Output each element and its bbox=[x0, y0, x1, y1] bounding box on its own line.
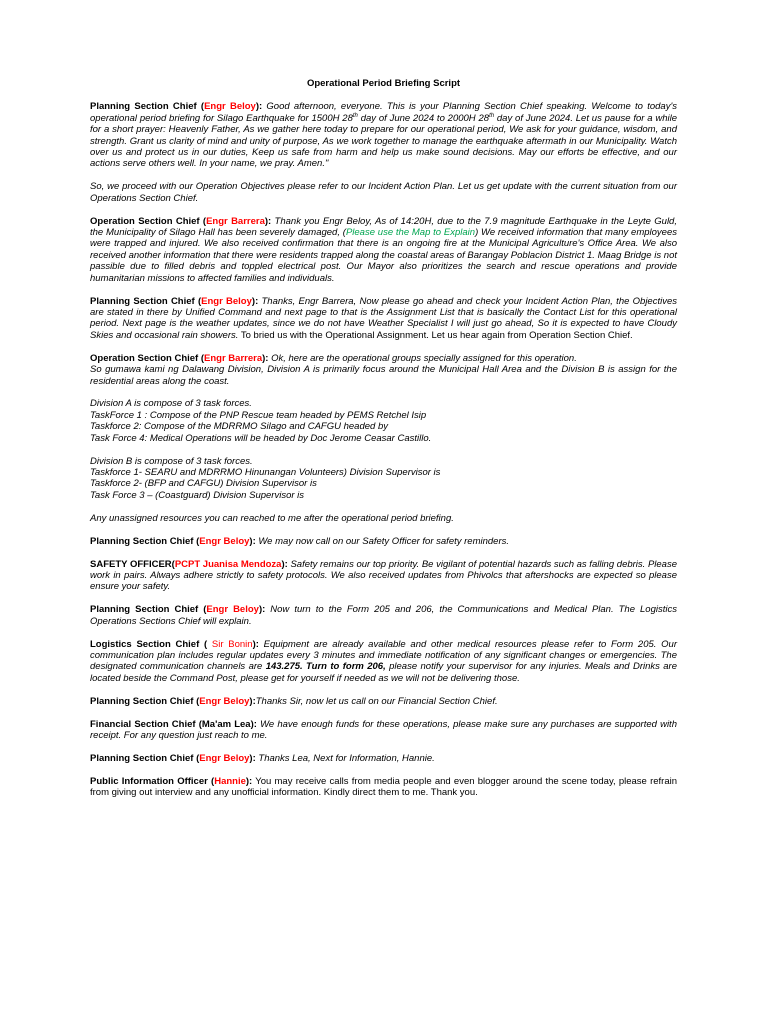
speech-text: Thanks Lea, Next for Information, Hannie. bbox=[255, 752, 435, 764]
division-a-list bbox=[90, 398, 677, 444]
speaker-close: ): bbox=[251, 295, 259, 307]
list-item: Task Force 3 – (Coastguard) Division Supervisor is bbox=[90, 489, 305, 501]
paragraph-finance bbox=[90, 719, 677, 742]
list-item: Taskforce 2- (BFP and CAFGU) Division Supervisor is bbox=[90, 478, 317, 490]
speaker-name: Engr Beloy bbox=[199, 535, 250, 547]
speech-text: Thanks Sir, now let us call on our Financial Section Chief. bbox=[255, 695, 498, 707]
paragraph-safety-officer bbox=[90, 559, 677, 593]
speaker-role: Planning Section Chief ( bbox=[90, 101, 205, 113]
paragraph-logistics bbox=[90, 639, 677, 685]
paragraph-unassigned: Any unassigned resources you can reached to me after the operational period briefing. bbox=[90, 512, 454, 524]
speaker-close: ): bbox=[258, 604, 266, 616]
stage-direction: Please use the Map to Explain bbox=[345, 227, 476, 239]
speaker-name: Engr Beloy bbox=[201, 295, 252, 307]
speech-text: We have enough funds for these operations, please make sure any purchases are supported with receipt. For any question just reach to me. bbox=[90, 718, 677, 741]
speaker-name: Engr Barrera bbox=[204, 352, 263, 364]
speech-text-divisions: So gumawa kami ng Dalawang Division, Division A is primarily focus around the Municipal Hall Area and the Division B is assign for the residential areas along the coast. bbox=[90, 364, 677, 387]
paragraph-public-info bbox=[90, 776, 677, 799]
speaker-close: ): bbox=[252, 638, 259, 650]
paragraph-planning-iap bbox=[90, 296, 677, 342]
speaker-close: ): bbox=[262, 352, 269, 364]
speech-text: Equipment are already available and other medical resources please refer to Form 205. Our communication plan includes regular updates every 3 minutes and immediate notification of any significant changes or emergencies. The designated communication channels are bbox=[90, 638, 677, 673]
speaker-name: Engr Beloy bbox=[199, 752, 250, 764]
speech-text: please notify your supervisor for any injuries. Meals and Drinks are located beside the Command Post, please get for yourself if needed as we will not be delivering those. bbox=[90, 661, 677, 684]
speech-text: We may now call on our Safety Officer for safety reminders. bbox=[255, 535, 510, 547]
paragraph-planning-safety-call bbox=[90, 536, 677, 547]
channel-emphasis: 143.275. Turn to form 206, bbox=[265, 661, 386, 673]
speech-text: Good afternoon, everyone. This is your Planning Section Chief speaking. Welcome to today's operational period briefing for Silago Earthquake for 1500H 28 bbox=[90, 101, 678, 124]
speaker-role: Planning Section Chief ( bbox=[90, 752, 200, 764]
speech-text: day of June 2024 to 2000H 28 bbox=[357, 112, 490, 124]
speech-text: day of June 2024. Let us pause for a while for a short prayer: Heavenly Father, As we gather here today to prepare for our operational period, We ask for your guidance, wisdom, and strength. Grant us clarity of mind and unity of purpose, As we work together to manage the earthquake aftermath in our Municipality. Watch over us and protect us in our duties, Keep us safe from harm and help us make sound decisions. May our efforts be effective, and our actions serve others well. In your name, we pray. Amen." bbox=[90, 112, 678, 170]
speaker-name: Engr Beloy bbox=[199, 695, 250, 707]
speaker-role: Planning Section Chief ( bbox=[90, 604, 207, 616]
speaker-role: Operation Section Chief ( bbox=[90, 215, 207, 227]
paragraph-planning-forms bbox=[90, 604, 677, 627]
paragraph-planning-info-call bbox=[90, 753, 677, 764]
document-title: Operational Period Briefing Script bbox=[306, 78, 461, 89]
ordinal-suffix: th bbox=[352, 112, 358, 119]
list-item: Taskforce 2: Compose of the MDRRMO Silago and CAFGU headed by bbox=[90, 421, 388, 433]
speaker-role: Public Information Officer ( bbox=[90, 775, 215, 787]
list-item: Division A is compose of 3 task forces. bbox=[90, 398, 252, 410]
list-item: Taskforce 1- SEARU and MDRRMO Hinunangan Volunteers) Division Supervisor is bbox=[90, 466, 441, 478]
speaker-close: ): bbox=[281, 558, 288, 570]
speaker-name: Engr Beloy bbox=[204, 101, 256, 113]
speaker-role: Planning Section Chief ( bbox=[90, 695, 200, 707]
ordinal-suffix: th bbox=[489, 112, 495, 119]
list-item: Task Force 4: Medical Operations will be headed by Doc Jerome Ceasar Castillo. bbox=[90, 432, 432, 444]
speaker-role: Planning Section Chief ( bbox=[90, 295, 202, 307]
speech-text: ) We received information that many employees were trapped and injured. We also received confirmation that there is an ongoing fire at the Municipal Agriculture's Office Area. We also received another information that there were residents trapped along the coastal areas of Barangay Poblacion District 1. Maag Bridge is not passible due to filled debris and toppled electrical post. Our Mayor also prioritizes the search and rescue operations and provide humanitarian missions to affected families and individuals. bbox=[90, 227, 677, 284]
paragraph-planning-finance-call bbox=[90, 696, 677, 707]
speaker-close: ): bbox=[255, 101, 263, 113]
speech-text: Thank you Engr Beloy, As of 14:20H, due to the 7.9 magnitude Earthquake in the Leyte Guld, the Municipality of Silago Hall has been severely damaged, ( bbox=[90, 215, 677, 239]
division-b-list bbox=[90, 456, 677, 502]
speaker-close: ): bbox=[249, 695, 256, 707]
speech-text: You may receive calls from media people and even blogger around the scene today, please refrain from giving out interview and any unofficial information. Kindly direct them to me. Thank you. bbox=[90, 775, 677, 799]
speaker-role: Logistics Section Chief ( bbox=[90, 638, 212, 650]
speech-text: Now turn to the Form 205 and 206, the Communications and Medical Plan. The Logistics Operations Sections Chief will explain. bbox=[90, 604, 677, 627]
speaker-name: Engr Beloy bbox=[206, 604, 259, 616]
paragraph-planning-welcome bbox=[90, 101, 677, 169]
speech-text: Safety remains our top priority. Be vigilant of potential hazards such as falling debris. Please work in pairs. Always adhere strictly to safety protocols. We also received updates from Phivolcs that aftershocks are expected so please ensure your safety. bbox=[90, 558, 677, 593]
speech-text: Ok, here are the operational groups specially assigned for this operation. bbox=[268, 352, 577, 364]
list-item: Division B is compose of 3 task forces. bbox=[90, 455, 253, 467]
speech-text-plain: To bried us with the Operational Assignment. Let us hear again from Operation Section Chief. bbox=[238, 329, 633, 341]
paragraph-proceed: So, we proceed with our Operation Objectives please refer to our Incident Action Plan. Let us get update with the current situation from our Operations Section Chief. bbox=[90, 181, 677, 204]
speaker-name: Hannie bbox=[214, 775, 246, 787]
speaker-name: PCPT Juanisa Mendoza bbox=[174, 558, 282, 570]
paragraph-operations-groups bbox=[90, 353, 677, 387]
speaker-role: Financial Section Chief (Ma'am Lea): bbox=[90, 718, 257, 730]
document-page bbox=[90, 78, 677, 810]
speech-text: Thanks, Engr Barrera, Now please go ahead and check your Incident Action Plan, the Objectives are stated in there by Unified Command and next page to that is the Assignment List that is basically the Contact List for this operational period. Next page is the weather updates, since we do not have Weather Specialist I will just go ahead, So it is expected to have Cloudy Skies and occasional rain showers. bbox=[90, 295, 677, 341]
paragraph-operations-update bbox=[90, 216, 677, 284]
speaker-close: ): bbox=[245, 775, 253, 787]
list-item: TaskForce 1 : Compose of the PNP Rescue team headed by PEMS Retchel Isip bbox=[90, 409, 427, 421]
speaker-close: ): bbox=[249, 535, 256, 547]
speaker-role: Operation Section Chief ( bbox=[90, 352, 205, 364]
speaker-close: ): bbox=[264, 215, 272, 227]
speaker-name: Engr Barrera bbox=[206, 215, 265, 227]
speaker-close: ): bbox=[249, 752, 256, 764]
speaker-role: SAFETY OFFICER( bbox=[90, 558, 175, 570]
speaker-name: Sir Bonin bbox=[211, 638, 253, 650]
speaker-role: Planning Section Chief ( bbox=[90, 535, 200, 547]
